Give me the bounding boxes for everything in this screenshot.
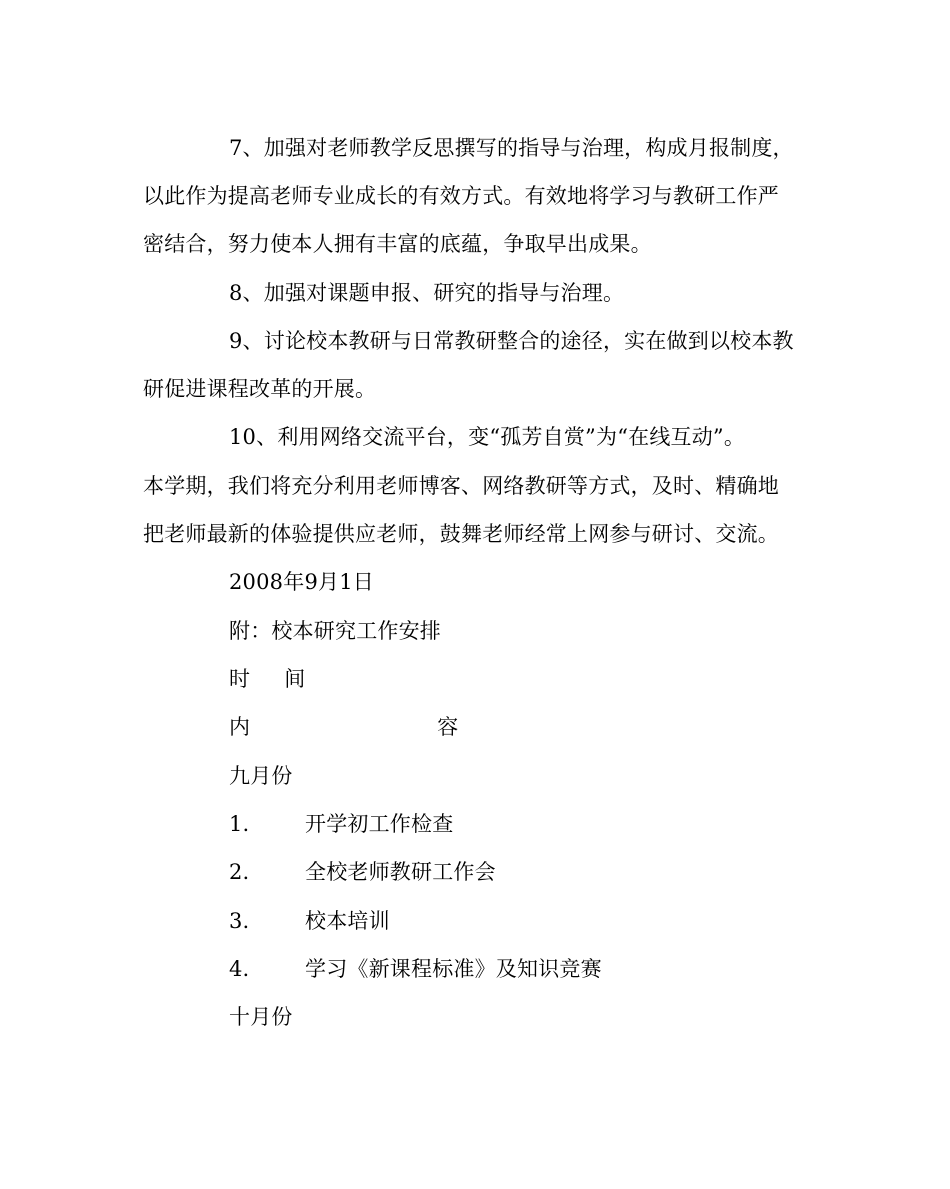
paragraph-10-line-1: 10、利用网络交流平台，变“孤芳自赏”为“在线互动”。 — [229, 425, 746, 449]
document-date: 2008年9月1日 — [229, 570, 374, 594]
paragraph-9-line-2: 研促进课程改革的开展。 — [143, 377, 377, 401]
table-header-time-char-2: 间 — [284, 667, 306, 691]
appendix-title: 附：校本研究工作安排 — [229, 619, 441, 643]
september-item-2 — [229, 858, 496, 886]
september-item-1 — [229, 810, 453, 838]
table-header-time — [229, 665, 305, 693]
item-number: 1. — [229, 812, 250, 836]
september-item-3 — [229, 907, 390, 935]
paragraph-10-line-3: 把老师最新的体验提供应老师，鼓舞老师经常上网参与研讨、交流。 — [143, 522, 779, 546]
item-number: 2. — [229, 860, 250, 884]
item-text: 学习《新课程标准》及知识竞赛 — [305, 957, 602, 981]
paragraph-10-line-2: 本学期，我们将充分利用老师博客、网络教研等方式，及时、精确地 — [143, 474, 779, 498]
table-header-content-char-1: 内 — [229, 715, 251, 739]
table-header-time-char-1: 时 — [229, 667, 251, 691]
item-number: 3. — [229, 909, 250, 933]
table-header-content — [229, 713, 458, 741]
item-number: 4. — [229, 957, 250, 981]
item-text: 开学初工作检查 — [305, 812, 454, 836]
paragraph-7-line-2: 以此作为提高老师专业成长的有效方式。有效地将学习与教研工作严 — [143, 184, 779, 208]
item-text: 校本培训 — [305, 909, 390, 933]
table-header-content-char-2: 容 — [437, 715, 459, 739]
month-october: 十月份 — [229, 1005, 293, 1029]
paragraph-7-line-3: 密结合，努力使本人拥有丰富的底蕴，争取早出成果。 — [143, 232, 652, 256]
month-september: 九月份 — [229, 764, 293, 788]
paragraph-7-line-1: 7、加强对老师教学反思撰写的指导与治理，构成月报制度， — [229, 136, 794, 160]
item-text: 全校老师教研工作会 — [305, 860, 496, 884]
paragraph-9-line-1: 9、讨论校本教研与日常教研整合的途径，实在做到以校本教 — [229, 329, 794, 353]
september-item-4 — [229, 955, 602, 983]
paragraph-8-line-1: 8、加强对课题申报、研究的指导与治理。 — [229, 281, 625, 305]
